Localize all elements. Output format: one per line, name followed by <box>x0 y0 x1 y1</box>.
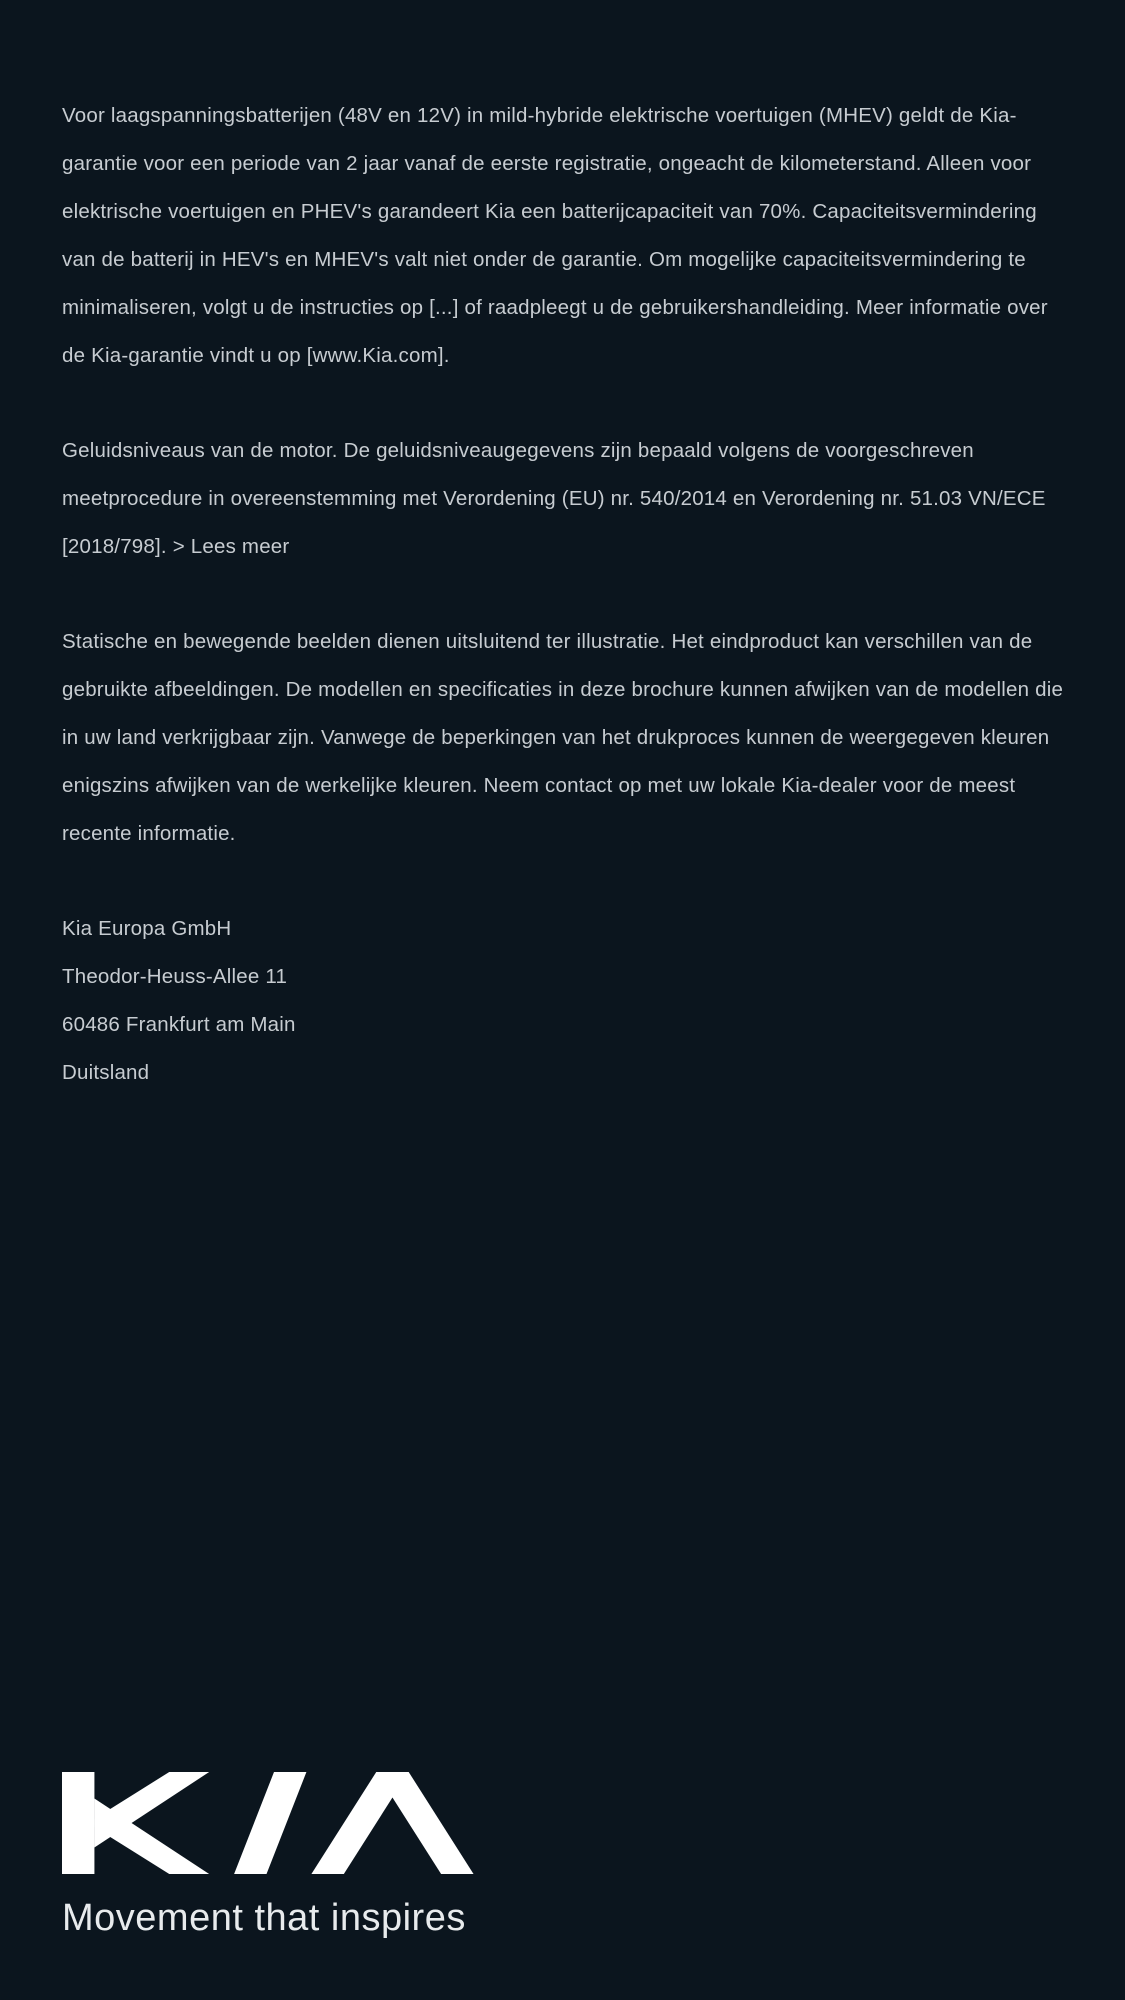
brand-tagline: Movement that inspires <box>62 1897 466 1939</box>
footer <box>62 1772 662 1940</box>
lees-meer-link[interactable]: > Lees meer <box>172 535 290 558</box>
address-street: Theodor-Heuss-Allee 11 <box>62 965 288 988</box>
address-block <box>62 905 1066 1097</box>
address-city: 60486 Frankfurt am Main <box>62 1013 296 1036</box>
noise-levels-text: Geluidsniveaus van de motor. De geluidsniveaugegevens zijn bepaald volgens de voorgeschreven meetprocedure in overeenstemming met Verordening (EU) nr. 540/2014 en Verordening nr. 51.03 VN/ECE [2018/798]. <box>62 439 1046 558</box>
legal-text-block <box>62 92 1066 1097</box>
address-company: Kia Europa GmbH <box>62 917 232 940</box>
battery-warranty-paragraph: Voor laagspanningsbatterijen (48V en 12V) in mild-hybride elektrische voertuigen (MHEV) geldt de Kia-garantie voor een periode van 2 jaar vanaf de eerste registratie, ongeacht de kilometerstand. Alleen voor elektrische voertuigen en PHEV's garandeert Kia een batterijcapaciteit van 70%. Capaciteitsvermindering van de batterij in HEV's en MHEV's valt niet onder de garantie. Om mogelijke capaciteitsvermindering te minimaliseren, volgt u de instructies op [...] of raadpleegt u de gebruikershandleiding. Meer informatie over de Kia-garantie vindt u op [www.Kia.com]. <box>62 104 1048 367</box>
address-country: Duitsland <box>62 1061 150 1084</box>
noise-levels-paragraph <box>62 427 1066 571</box>
imagery-disclaimer-paragraph: Statische en bewegende beelden dienen uitsluitend ter illustratie. Het eindproduct kan verschillen van de gebruikte afbeeldingen. De modellen en specificaties in deze brochure kunnen afwijken van de modellen die in uw land verkrijgbaar zijn. Vanwege de beperkingen van het drukproces kunnen de weergegeven kleuren enigszins afwijken van de werkelijke kleuren. Neem contact op met uw lokale Kia-dealer voor de meest recente informatie. <box>62 630 1064 845</box>
kia-logo-icon <box>62 1772 486 1874</box>
